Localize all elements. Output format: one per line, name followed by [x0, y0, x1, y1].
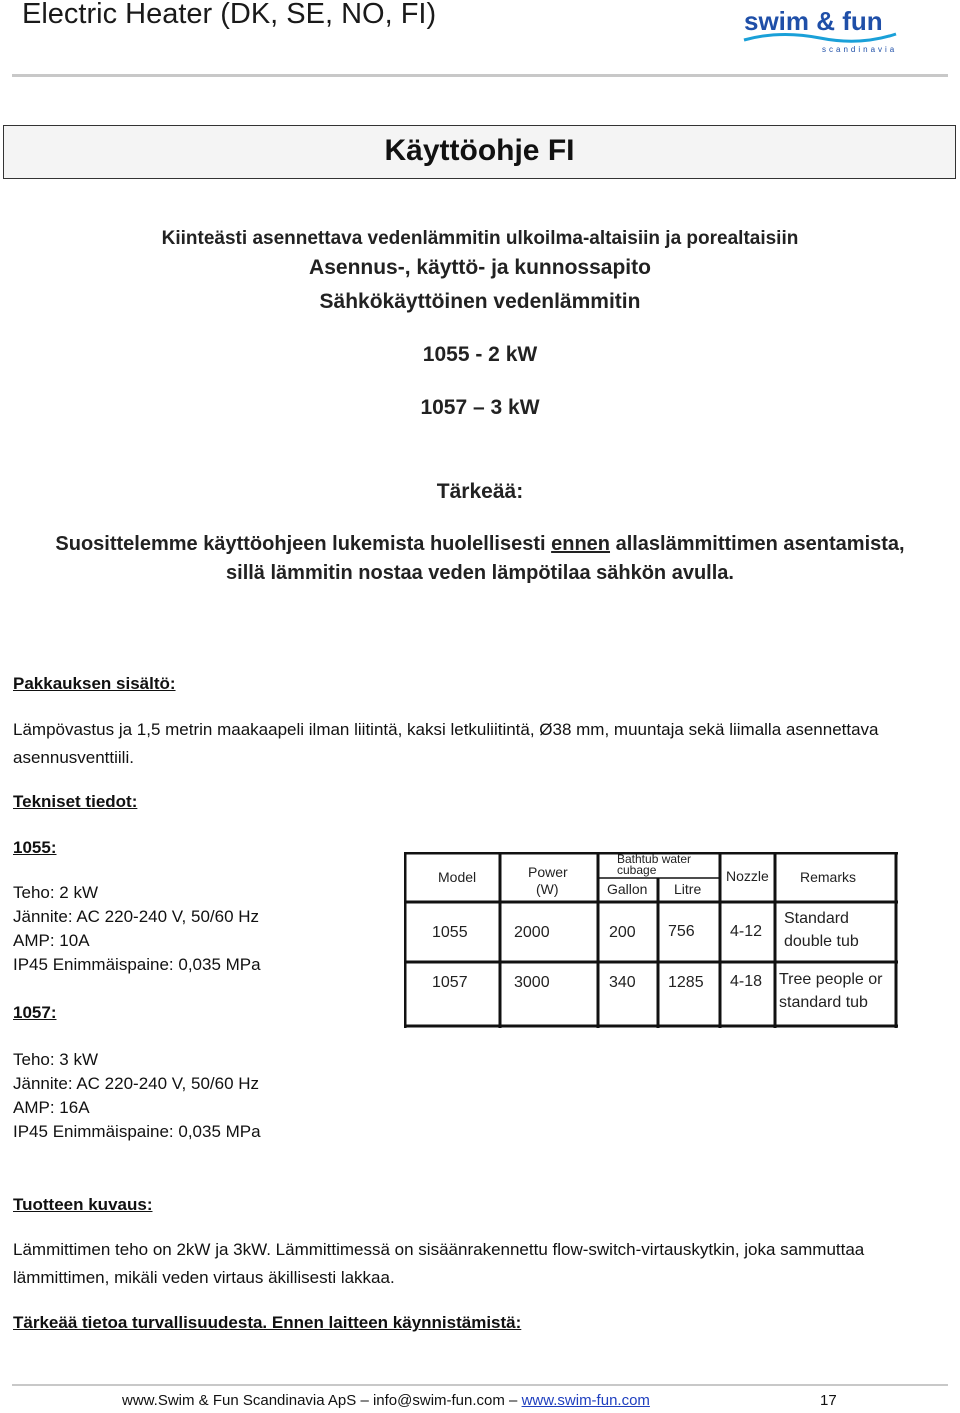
logo-sub-text: scandinavia	[822, 45, 898, 54]
footer-text: www.Swim & Fun Scandinavia ApS – info@swim-fun.com –	[122, 1392, 522, 1409]
cell-remark: standard tub	[779, 994, 868, 1011]
th-remarks: Remarks	[800, 869, 857, 885]
tech-heading: Tekniset tiedot:	[13, 792, 138, 811]
th-nozzle: Nozzle	[726, 868, 769, 884]
model-1057-heading: 1057 – 3 kW	[420, 396, 540, 419]
spec-power: Teho: 2 kW	[13, 883, 99, 902]
th-gallon: Gallon	[607, 881, 648, 897]
th-litre: Litre	[674, 881, 702, 897]
important-notice	[40, 530, 920, 588]
swim-and-fun-logo	[740, 4, 900, 56]
cell-power: 3000	[514, 974, 550, 991]
intro-line-1: Kiinteästi asennettava vedenlämmitin ulkoilma-altaisiin ja porealtaisiin	[161, 228, 799, 249]
cell-nozzle: 4-12	[730, 923, 763, 940]
important-notice-post: allaslämmittimen asentamista, sillä lämmitin nostaa veden lämpötilaa sähkön avulla.	[226, 533, 905, 584]
spec-voltage: Jännite: AC 220-240 V, 50/60 Hz	[13, 1074, 260, 1093]
footer	[122, 1392, 650, 1409]
cell-remark: Tree people or	[779, 971, 883, 988]
cell-remark: double tub	[784, 933, 859, 950]
model-1055-heading: 1055 - 2 kW	[422, 343, 538, 366]
cell-model: 1057	[432, 974, 468, 991]
spec-amp: AMP: 16A	[13, 1098, 90, 1117]
spec-ip: IP45 Enimmäispaine: 0,035 MPa	[13, 955, 261, 974]
logo-main-text: swim & fun	[744, 6, 883, 36]
spec-power: Teho: 3 kW	[13, 1050, 99, 1069]
footer-divider	[12, 1384, 948, 1386]
model-1057-specs	[13, 1048, 261, 1144]
cell-model: 1055	[432, 924, 468, 941]
footer-website-link[interactable]: www.swim-fun.com	[521, 1392, 650, 1409]
th-bathtub: Bathtub water	[617, 852, 692, 866]
cell-gallon: 340	[609, 974, 636, 991]
cell-remark: Standard	[784, 910, 849, 927]
package-text: Lämpövastus ja 1,5 metrin maakaapeli ilman liitintä, kaksi letkuliitintä, Ø38 mm, muuntaja sekä liimalla asennettava asennusventtiili.	[13, 720, 879, 767]
spec-amp: AMP: 10A	[13, 931, 90, 950]
title-box	[3, 125, 956, 179]
page-number: 17	[820, 1392, 837, 1409]
package-heading: Pakkauksen sisältö:	[13, 674, 176, 693]
document-header-title: Electric Heater (DK, SE, NO, FI)	[22, 0, 437, 30]
spec-voltage: Jännite: AC 220-240 V, 50/60 Hz	[13, 907, 260, 926]
th-cubage: cubage	[617, 863, 657, 877]
model-1055-specs	[13, 881, 261, 977]
header-divider	[12, 74, 948, 77]
cell-litre: 756	[668, 923, 695, 940]
page-title: Käyttöohje FI	[384, 134, 575, 167]
spec-ip: IP45 Enimmäispaine: 0,035 MPa	[13, 1122, 261, 1141]
model-1055-label: 1055:	[13, 838, 57, 857]
th-model: Model	[438, 869, 477, 885]
spec-table	[404, 852, 898, 1028]
product-heading: Tuotteen kuvaus:	[13, 1195, 153, 1214]
cell-nozzle: 4-18	[730, 973, 763, 990]
important-label: Tärkeää:	[436, 480, 524, 503]
model-1057-label: 1057:	[13, 1003, 57, 1022]
th-power-unit: (W)	[536, 881, 559, 897]
product-text: Lämmittimen teho on 2kW ja 3kW. Lämmittimessä on sisäänrakennettu flow-switch-virtauskytkin, joka sammuttaa lämmittimen, mikäli veden virtaus äkillisesti lakkaa.	[13, 1240, 865, 1287]
cell-gallon: 200	[609, 924, 636, 941]
intro-line-3: Sähkökäyttöinen vedenlämmitin	[319, 290, 641, 313]
th-power: Power	[528, 864, 568, 880]
cell-litre: 1285	[668, 974, 704, 991]
important-notice-emphasis: ennen	[551, 533, 611, 555]
important-notice-pre: Suosittelemme käyttöohjeen lukemista huolellisesti	[55, 533, 552, 555]
intro-line-2: Asennus-, käyttö- ja kunnossapito	[309, 256, 651, 279]
cell-power: 2000	[514, 924, 550, 941]
safety-heading: Tärkeää tietoa turvallisuudesta. Ennen laitteen käynnistämistä:	[13, 1313, 522, 1332]
